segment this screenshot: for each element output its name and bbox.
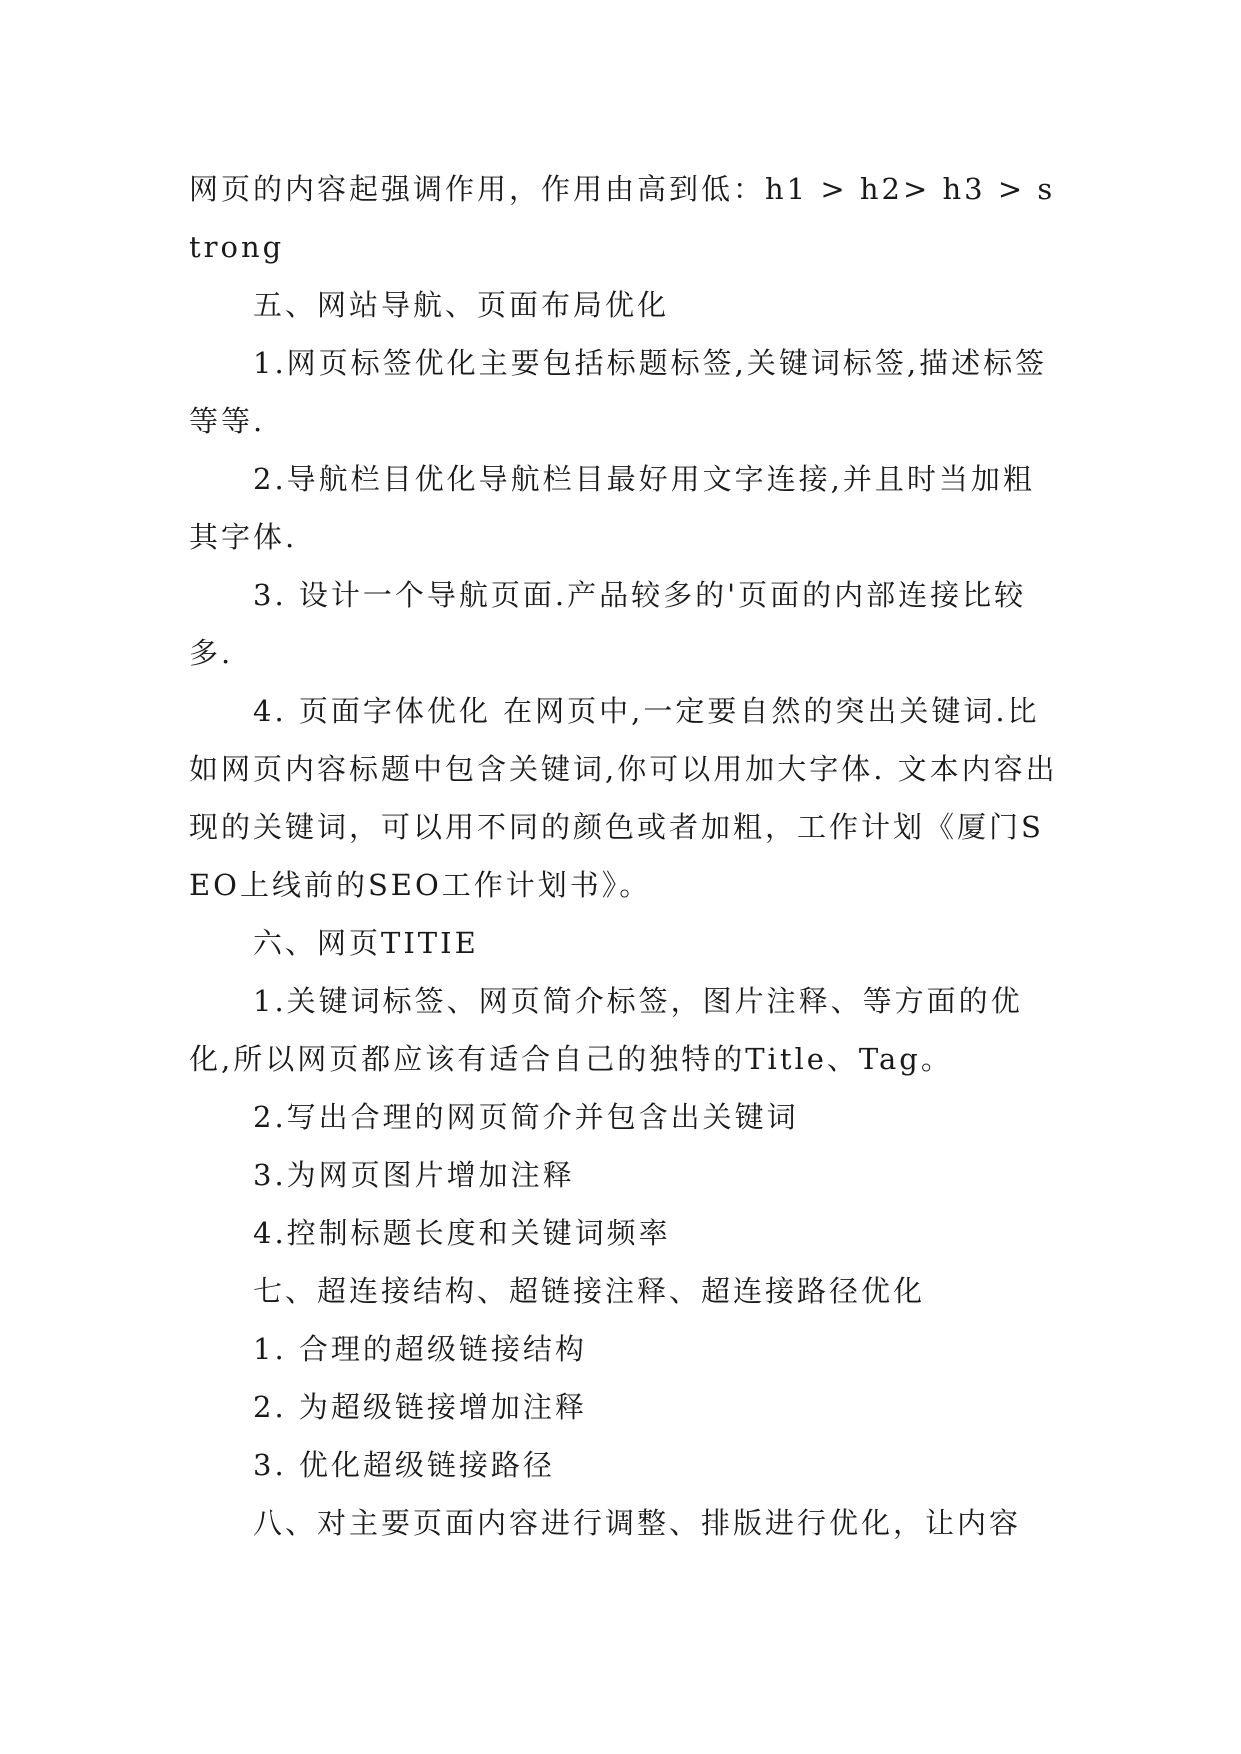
document-body (189, 160, 1059, 1552)
list-item: 1.关键词标签、网页简介标签，图片注释、等方面的优化,所以网页都应该有适合自己的独特的Title、Tag。 (189, 984, 1023, 1076)
list-item: 2.写出合理的网页简介并包含出关键词 (253, 1100, 799, 1134)
section-heading-hyperlinks: 七、超连接结构、超链接注释、超连接路径优化 (253, 1274, 926, 1308)
section-heading-title: 六、网页TITIE (253, 926, 479, 960)
list-item: 2.导航栏目优化导航栏目最好用文字连接,并且时当加粗其字体. (189, 462, 1035, 554)
list-item: 4.控制标题长度和关键词频率 (253, 1216, 671, 1250)
section-heading-navigation: 五、网站导航、页面布局优化 (253, 288, 670, 322)
paragraph-heading-emphasis: 网页的内容起强调作用，作用由高到低：h1 > h2> h3 > strong (189, 172, 1056, 264)
list-item: 1. 合理的超级链接结构 (253, 1332, 587, 1366)
list-item: 2. 为超级链接增加注释 (253, 1390, 587, 1424)
section-heading-content-layout: 八、对主要页面内容进行调整、排版进行优化，让内容 (253, 1506, 1022, 1540)
list-item: 4. 页面字体优化 在网页中,一定要自然的突出关键词.比如网页内容标题中包含关键词,你可以用加大字体. 文本内容出现的关键词，可以用不同的颜色或者加粗，工作计划《厦门SEO上线前的SEO工作计划书》。 (189, 694, 1058, 902)
list-item: 3.为网页图片增加注释 (253, 1158, 575, 1192)
list-item: 3. 设计一个导航页面.产品较多的'页面的内部连接比较多. (189, 578, 1027, 670)
list-item: 3. 优化超级链接路径 (253, 1448, 555, 1482)
list-item: 1.网页标签优化主要包括标题标签,关键词标签,描述标签等等. (189, 346, 1048, 438)
